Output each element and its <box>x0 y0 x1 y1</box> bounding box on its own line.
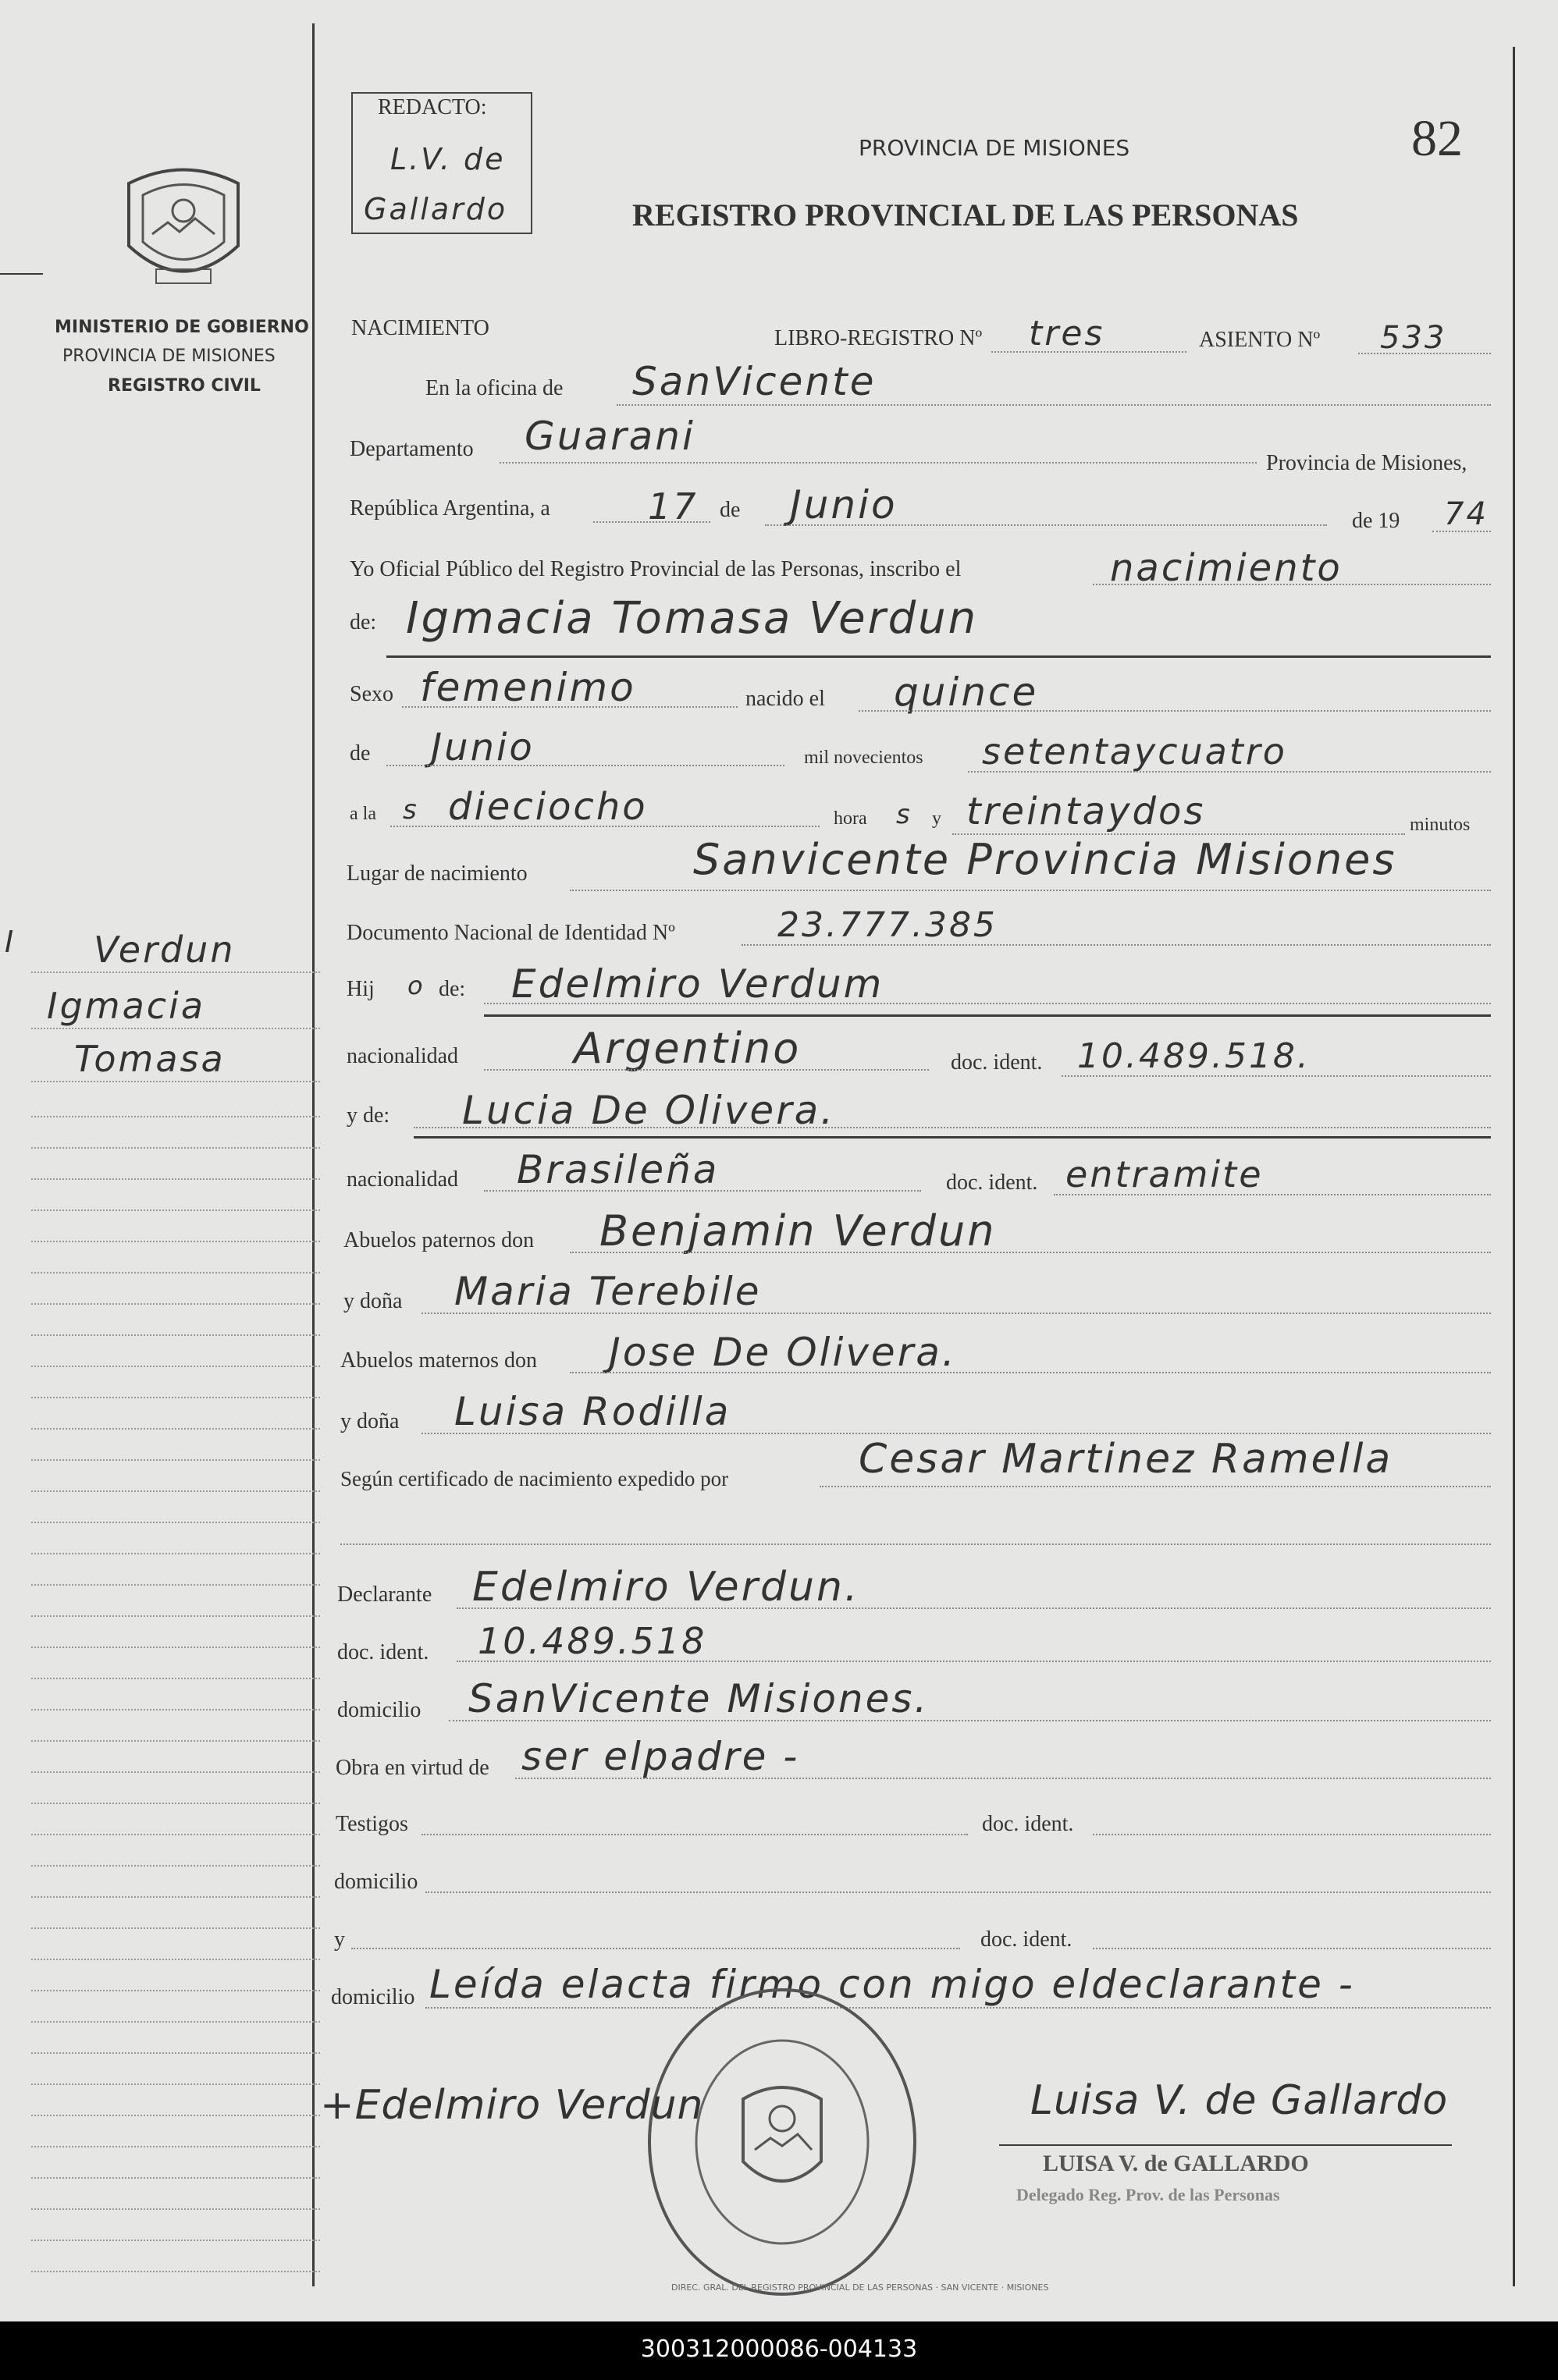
signature-line <box>999 2144 1452 2146</box>
yde-label: y de: <box>347 1103 390 1128</box>
left-border-line <box>312 23 315 2286</box>
hours-value: dieciocho <box>448 785 648 829</box>
name-value: Igmacia Tomasa Verdun <box>406 593 979 644</box>
docident1-value: 10.489.518. <box>1077 1036 1311 1076</box>
yo-oficial-label: Yo Oficial Público del Registro Provincial de las Personas, inscribo el <box>350 557 962 581</box>
ydona2-label: y doña <box>340 1409 400 1433</box>
de2-label: de <box>350 741 371 766</box>
ydona1-label: y doña <box>343 1289 403 1313</box>
year-prefix: de 19 <box>1352 509 1400 533</box>
lugar-label: Lugar de nacimiento <box>347 861 528 886</box>
oficina-value: SanVicente <box>632 359 877 404</box>
testigos-label: Testigos <box>336 1812 408 1836</box>
right-border-line <box>1513 47 1515 2286</box>
de-label: de <box>720 498 741 522</box>
month2-value: Junio <box>431 726 535 769</box>
asiento-label: ASIENTO Nº <box>1199 328 1321 352</box>
declarante-label: Declarante <box>337 1583 432 1607</box>
nacido-label: nacido el <box>745 687 825 711</box>
provincial-shield-logo <box>121 160 246 293</box>
day-value: 17 <box>648 485 699 528</box>
hora-label: hora <box>834 808 867 829</box>
mother-separator <box>414 1136 1491 1138</box>
domicilio1-value: SanVicente Misiones. <box>468 1676 930 1721</box>
republica-label: República Argentina, a <box>350 496 550 520</box>
domicilio2-label: domicilio <box>334 1870 418 1894</box>
departamento-label: Departamento <box>350 437 474 461</box>
margin-tick <box>0 273 43 275</box>
nac2-label: nacionalidad <box>347 1167 459 1192</box>
y2-label: y <box>334 1927 345 1952</box>
year-words: setentaycuatro <box>982 730 1287 773</box>
departamento-value: Guarani <box>525 414 695 459</box>
act-type-label: NACIMIENTO <box>351 316 489 340</box>
round-seal-text: DIREC. GRAL. DEL REGISTRO PROVINCIAL DE LAS PERSONAS · SAN VICENTE · MISIONES <box>671 2282 1049 2293</box>
segun-label: Según certificado de nacimiento expedido por <box>340 1467 729 1490</box>
province-label: PROVINCIA DE MISIONES <box>62 346 276 366</box>
mil-label: mil novecientos <box>804 748 923 768</box>
ministry-label: MINISTERIO DE GOBIERNO <box>55 318 309 337</box>
declarant-signature: +Edelmiro Verdun <box>320 2082 704 2129</box>
nac1-label: nacionalidad <box>347 1044 459 1068</box>
libro-label: LIBRO-REGISTRO Nº <box>774 326 983 350</box>
redacto-name-1: L.V. de <box>390 142 506 176</box>
official-stamp-name: LUISA V. de GALLARDO <box>1043 2151 1309 2176</box>
hora-s: s <box>896 799 912 830</box>
registry-label: REGISTRO CIVIL <box>108 376 261 396</box>
docident1-label: doc. ident. <box>951 1050 1043 1075</box>
docident5-label: doc. ident. <box>980 1927 1072 1952</box>
docident4-label: doc. ident. <box>982 1812 1074 1836</box>
year-value: 74 <box>1444 496 1489 532</box>
dni-value: 23.777.385 <box>777 905 998 945</box>
inscribo-value: nacimiento <box>1110 546 1343 590</box>
ydona1-value: Maria Terebile <box>454 1269 762 1314</box>
domicilio1-label: domicilio <box>337 1698 422 1722</box>
obra-value: ser elpadre - <box>521 1734 800 1779</box>
mother-value: Lucia De Olivera. <box>462 1088 836 1133</box>
obra-label: Obra en virtud de <box>336 1756 489 1780</box>
margin-name-2: Tomasa <box>74 1038 226 1080</box>
provincia-label: Provincia de Misiones, <box>1266 451 1467 475</box>
docident3-value: 10.489.518 <box>478 1620 707 1662</box>
abuelos-m-value: Jose De Olivera. <box>609 1330 957 1375</box>
nac1-value: Argentino <box>574 1024 802 1073</box>
sexo-value: femenimo <box>420 665 636 710</box>
month-value: Junio <box>790 482 898 528</box>
page-number: 82 <box>1411 110 1463 167</box>
official-signature: Luisa V. de Gallardo <box>1030 2077 1449 2124</box>
y-label: y <box>932 808 941 829</box>
margin-name-1: Igmacia <box>47 985 206 1027</box>
minutos-label: minutos <box>1410 815 1471 835</box>
father-value: Edelmiro Verdum <box>511 961 884 1007</box>
de-name-label: de: <box>350 610 377 634</box>
declarante-value: Edelmiro Verdun. <box>472 1564 860 1611</box>
redacto-label: REDACTO: <box>378 95 487 119</box>
abuelos-p-value: Benjamin Verdun <box>599 1206 997 1256</box>
ala-s: s <box>403 794 419 826</box>
margin-mark: I <box>5 925 16 959</box>
document-id: 300312000086-004133 <box>640 2336 918 2363</box>
segun-value: Cesar Martinez Ramella <box>859 1436 1393 1483</box>
name-underline <box>386 655 1491 658</box>
registry-round-seal <box>642 1982 923 2302</box>
hijo-de-label: de: <box>439 977 466 1001</box>
asiento-value: 533 <box>1380 320 1447 356</box>
hijo-label: Hij <box>347 977 375 1001</box>
dni-label: Documento Nacional de Identidad Nº <box>347 921 675 945</box>
nac2-value: Brasileña <box>517 1147 720 1192</box>
sexo-label: Sexo <box>350 682 393 706</box>
margin-surname: Verdun <box>94 929 236 971</box>
hijo-suffix: o <box>407 971 425 1000</box>
footer-bar <box>0 2321 1558 2380</box>
docident2-value: entramite <box>1065 1153 1264 1195</box>
domicilio3-value: Leída elacta firmo con migo eldeclarante - <box>429 1962 1355 2007</box>
abuelos-p-label: Abuelos paternos don <box>343 1228 535 1252</box>
oficina-label: En la oficina de <box>425 376 564 400</box>
ydona2-value: Luisa Rodilla <box>454 1389 731 1434</box>
father-separator <box>484 1014 1491 1017</box>
redacto-name-2: Gallardo <box>364 192 508 226</box>
domicilio3-label: domicilio <box>331 1985 415 2009</box>
nacido-value: quince <box>894 670 1039 715</box>
registry-title: REGISTRO PROVINCIAL DE LAS PERSONAS <box>632 197 1299 233</box>
ala-label: a la <box>350 804 376 824</box>
minutes-value: treintaydos <box>966 790 1206 833</box>
official-stamp-title: Delegado Reg. Prov. de las Personas <box>1016 2185 1280 2204</box>
docident2-label: doc. ident. <box>946 1170 1038 1195</box>
libro-value: tres <box>1029 314 1105 353</box>
abuelos-m-label: Abuelos maternos don <box>340 1348 537 1373</box>
docident3-label: doc. ident. <box>337 1640 429 1664</box>
lugar-value: Sanvicente Provincia Misiones <box>693 835 1397 884</box>
province-heading: PROVINCIA DE MISIONES <box>859 135 1130 161</box>
